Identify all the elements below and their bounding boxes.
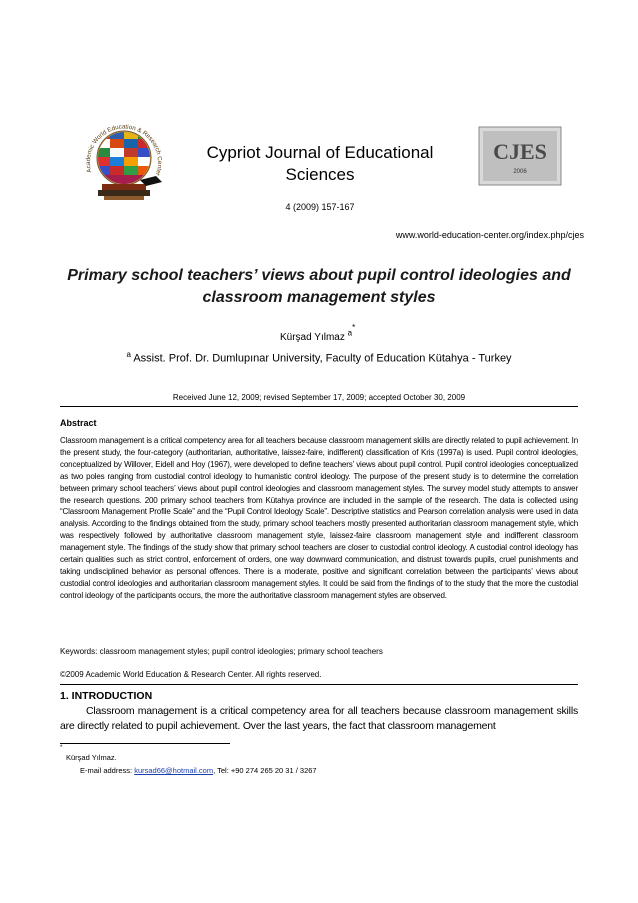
- author-line: [280, 323, 355, 343]
- introduction-body: Classroom management is a critical competency area for all teachers because classroom management skills are directly related to pupil achievement. Over the last years, the fact that classroom management: [60, 705, 578, 732]
- academic-world-logo: [78, 114, 170, 206]
- phone-text: , Tel: +90 274 265 20 31 / 3267: [213, 766, 317, 775]
- affiliation: [60, 350, 578, 365]
- cjes-logo: [478, 126, 562, 186]
- author-affil-sup: a: [347, 328, 353, 338]
- svg-text:2006: 2006: [513, 169, 527, 175]
- keywords: Keywords: classroom management styles; pupil control ideologies; primary school teachers: [60, 647, 383, 656]
- svg-text:Academic World Education & Res: Academic World Education & Research Center: [84, 123, 164, 177]
- paper-title: Primary school teachers’ views about pupil control ideologies and classroom management styles: [67, 267, 571, 306]
- divider: [60, 406, 578, 407]
- email-link[interactable]: kursad66@hotmail.com: [134, 766, 214, 775]
- footnote-author: Kürşad Yılmaz.: [66, 753, 117, 762]
- divider: [60, 684, 578, 685]
- svg-text:CJES: CJES: [493, 139, 547, 164]
- footnote-contact: [80, 766, 317, 775]
- footnote-mark: *: [60, 745, 63, 751]
- author-star: *: [352, 323, 356, 332]
- footnote-rule: [60, 743, 230, 744]
- journal-url[interactable]: www.world-education-center.org/index.php/cjes: [395, 230, 584, 240]
- affiliation-sup: a: [126, 350, 131, 359]
- email-label: E-mail address:: [80, 766, 135, 775]
- received-dates: Received June 12, 2009; revised September 17, 2009; accepted October 30, 2009: [172, 393, 466, 402]
- volume-pages: 4 (2009) 157-167: [285, 202, 355, 212]
- copyright: ©2009 Academic World Education & Research Center. All rights reserved.: [60, 670, 322, 679]
- abstract-heading: Abstract: [60, 418, 97, 428]
- journal-title: Cypriot Journal of Educational Sciences: [206, 143, 434, 184]
- author-name: Kürşad Yılmaz: [280, 332, 348, 343]
- affiliation-text: Assist. Prof. Dr. Dumlupınar University, Faculty of Education Kütahya - Turkey: [130, 352, 512, 365]
- section-heading-introduction: 1. INTRODUCTION: [60, 690, 153, 702]
- abstract-body: Classroom management is a critical competency area for all teachers because classroom management skills are directly related to pupil achievement. In the present study, the four-category (authoritarian, authoritative, laissez-faire, indifferent) classification of Kris (1997a) is used. Pupil control ideologies, conceptualized by Willover, Eidell and Hoy (1967), were developed to define teachers’ views about pupil control. Pupil control ideologies conceptualized as two poles ranging from custodial control ideology to humanistic control ideology. The purpose of the present study is to determine the correlation between primary school teachers’ views about pupil control ideologies and classroom management styles. The survey model study attempts to answer the research questions. 200 primary school teachers from Kütahya province are included in the sample of the research. The data is collected using “Classroom Management Profile Scale” and the “Pupil Control Ideology Scale”. Descriptive statistics and Pearson correlation analysis were used in data analysis. According to the findings obtained from the study, primary school teachers mostly presented authoritarian classroom management style, which was respectively followed by authoritative classroom management style, laissez-faire classroom management style and indifferent classroom management style. The findings of the study show that primary school teachers are closer to custodial control ideology. A custodial control ideology has certain qualities such as strict control, enforcement of orders, one way downward communication, and distrust towards pupils, cruel punishments and taking undisciplined behavior as personal offences. There is a moderate, positive and significant correlation between the participants’ views about custodial control ideologies and authoritarian classroom management styles. It could be said from the findings of to the study that the more the custodial control ideology of the participants occurs, the more the authoritative classroom management styles are observed.: [60, 436, 578, 600]
